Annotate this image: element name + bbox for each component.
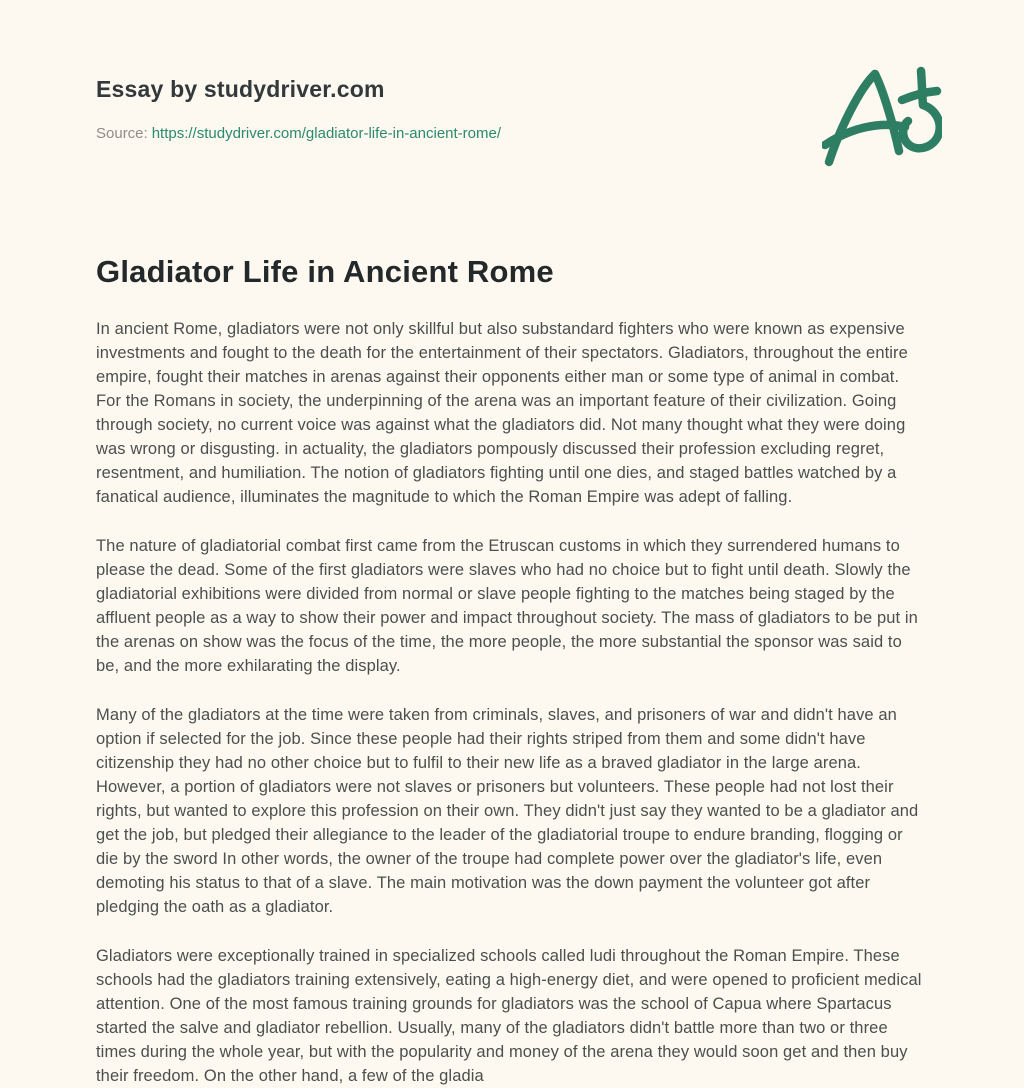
article-paragraph-1: In ancient Rome, gladiators were not only skillful but also substandard fighters who were known as expensive investments and fought to the death for the entertainment of their spectators. Gladiators, throughout the entire empire, fought their matches in arenas against their opponents either man or some type of animal in combat. For the Romans in society, the underpinning of the arena was an important feature of their civilization. Going through society, no current voice was against what the gladiators did. Not many thought what they were doing was wrong or disgusting. in actuality, the gladiators pompously discussed their profession excluding regret, resentment, and humiliation. The notion of gladiators fighting until one dies, and staged battles watched by a fanatical audience, illuminates the magnitude to which the Roman Empire was adept of falling. xyxy=(96,320,908,506)
article-paragraph-4: Gladiators were exceptionally trained in specialized schools called ludi throughout the Roman Empire. These schools had the gladiators training extensively, eating a high-energy diet, and were opened to proficient medical attention. One of the most famous training grounds for gladiators was the school of Capua where Spartacus started the salve and gladiator rebellion. Usually, many of the gladiators didn't battle more than two or three times during the whole year, but with the popularity and money of the arena they would soon get and then buy their freedom. On the other hand, a few of the gladia xyxy=(96,947,922,1085)
article-paragraph-3: Many of the gladiators at the time were taken from criminals, slaves, and prisoners of war and didn't have an option if selected for the job. Since these people had their rights striped from them and some didn't have citizenship they had no other choice but to fulfil to their new life as a braved gladiator in the large arena. However, a portion of gladiators were not slaves or prisoners but volunteers. These people had not lost their rights, but wanted to explore this profession on their own. They didn't just say they wanted to be a gladiator and get the job, but pledged their allegiance to the leader of the gladiatorial troupe to endure branding, flogging or die by the sword In other words, the owner of the troupe had complete power over the gladiator's life, even demoting his status to that of a slave. The main motivation was the down payment the volunteer got after pledging the oath as a gladiator. xyxy=(96,706,919,916)
source-line xyxy=(96,125,928,142)
article-paragraph-2: The nature of gladiatorial combat first came from the Etruscan customs in which they surrendered humans to please the dead. Some of the first gladiators were slaves who had no choice but to fight until death. Slowly the gladiatorial exhibitions were divided from normal or slave people fighting to the matches being staged by the affluent people as a way to show their power and impact throughout society. The mass of gladiators to be put in the arenas on show was the focus of the time, the more people, the more substantial the sponsor was said to be, and the more exhilarating the display. xyxy=(96,537,918,675)
source-url-link[interactable]: https://studydriver.com/gladiator-life-in-ancient-rome/ xyxy=(151,125,502,142)
article-body xyxy=(96,317,928,1088)
source-label: Source: xyxy=(96,125,148,142)
page-content xyxy=(96,0,928,1088)
article-title: Gladiator Life in Ancient Rome xyxy=(96,254,554,289)
essay-byline: Essay by studydriver.com xyxy=(96,76,385,102)
